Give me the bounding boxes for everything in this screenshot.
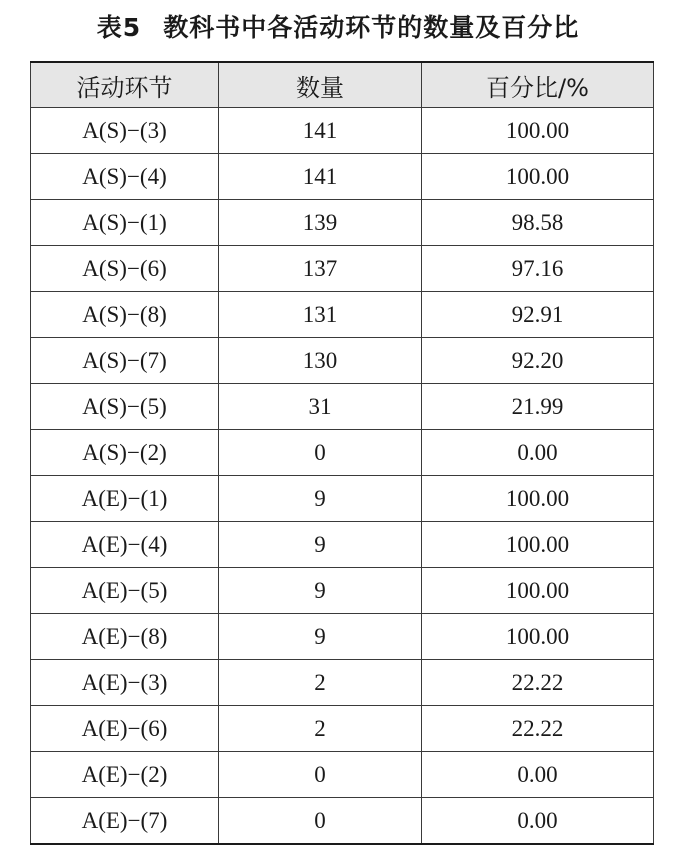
count-cell: 9 bbox=[219, 614, 422, 660]
percent-cell: 100.00 bbox=[422, 614, 654, 660]
header-row bbox=[31, 62, 654, 108]
activity-cell: A(S)−(6) bbox=[31, 246, 219, 292]
table-row bbox=[31, 154, 654, 200]
column-header-activity: 活动环节 bbox=[31, 62, 219, 108]
table-title: 教科书中各活动环节的数量及百分比 bbox=[163, 13, 580, 42]
percent-cell: 100.00 bbox=[422, 476, 654, 522]
activity-cell: A(E)−(4) bbox=[31, 522, 219, 568]
count-cell: 137 bbox=[219, 246, 422, 292]
activity-cell: A(E)−(7) bbox=[31, 798, 219, 845]
percent-cell: 0.00 bbox=[422, 752, 654, 798]
count-cell: 2 bbox=[219, 706, 422, 752]
table-row bbox=[31, 108, 654, 154]
percent-cell: 100.00 bbox=[422, 568, 654, 614]
percent-cell: 100.00 bbox=[422, 522, 654, 568]
count-cell: 9 bbox=[219, 522, 422, 568]
table-number: 表5 bbox=[96, 13, 142, 42]
count-cell: 9 bbox=[219, 476, 422, 522]
count-cell: 0 bbox=[219, 752, 422, 798]
table-caption bbox=[0, 0, 676, 52]
percent-cell: 92.91 bbox=[422, 292, 654, 338]
table-row bbox=[31, 292, 654, 338]
activity-cell: A(S)−(3) bbox=[31, 108, 219, 154]
percent-cell: 21.99 bbox=[422, 384, 654, 430]
activity-cell: A(E)−(1) bbox=[31, 476, 219, 522]
percent-cell: 97.16 bbox=[422, 246, 654, 292]
table-row bbox=[31, 752, 654, 798]
percent-cell: 92.20 bbox=[422, 338, 654, 384]
table-row bbox=[31, 568, 654, 614]
percent-cell: 22.22 bbox=[422, 706, 654, 752]
activity-cell: A(S)−(7) bbox=[31, 338, 219, 384]
count-cell: 0 bbox=[219, 798, 422, 845]
table-row bbox=[31, 614, 654, 660]
count-cell: 31 bbox=[219, 384, 422, 430]
count-cell: 0 bbox=[219, 430, 422, 476]
table-row bbox=[31, 522, 654, 568]
table-row bbox=[31, 798, 654, 845]
count-cell: 2 bbox=[219, 660, 422, 706]
activity-cell: A(S)−(1) bbox=[31, 200, 219, 246]
percent-cell: 0.00 bbox=[422, 798, 654, 845]
column-header-count: 数量 bbox=[219, 62, 422, 108]
percent-cell: 22.22 bbox=[422, 660, 654, 706]
table-row bbox=[31, 200, 654, 246]
activity-cell: A(S)−(2) bbox=[31, 430, 219, 476]
percent-cell: 98.58 bbox=[422, 200, 654, 246]
percent-cell: 100.00 bbox=[422, 154, 654, 200]
count-cell: 141 bbox=[219, 108, 422, 154]
column-header-percent: 百分比/% bbox=[422, 62, 654, 108]
table-row bbox=[31, 384, 654, 430]
activity-cell: A(E)−(8) bbox=[31, 614, 219, 660]
table-row bbox=[31, 246, 654, 292]
table-row bbox=[31, 660, 654, 706]
percent-cell: 100.00 bbox=[422, 108, 654, 154]
count-cell: 130 bbox=[219, 338, 422, 384]
count-cell: 139 bbox=[219, 200, 422, 246]
count-cell: 141 bbox=[219, 154, 422, 200]
activity-cell: A(S)−(8) bbox=[31, 292, 219, 338]
count-cell: 131 bbox=[219, 292, 422, 338]
table-row bbox=[31, 430, 654, 476]
table-row bbox=[31, 476, 654, 522]
activity-cell: A(E)−(2) bbox=[31, 752, 219, 798]
activity-cell: A(S)−(4) bbox=[31, 154, 219, 200]
percent-cell: 0.00 bbox=[422, 430, 654, 476]
activity-cell: A(E)−(5) bbox=[31, 568, 219, 614]
table-row bbox=[31, 338, 654, 384]
table-row bbox=[31, 706, 654, 752]
count-cell: 9 bbox=[219, 568, 422, 614]
data-table bbox=[30, 61, 654, 845]
activity-cell: A(E)−(3) bbox=[31, 660, 219, 706]
activity-cell: A(S)−(5) bbox=[31, 384, 219, 430]
activity-cell: A(E)−(6) bbox=[31, 706, 219, 752]
